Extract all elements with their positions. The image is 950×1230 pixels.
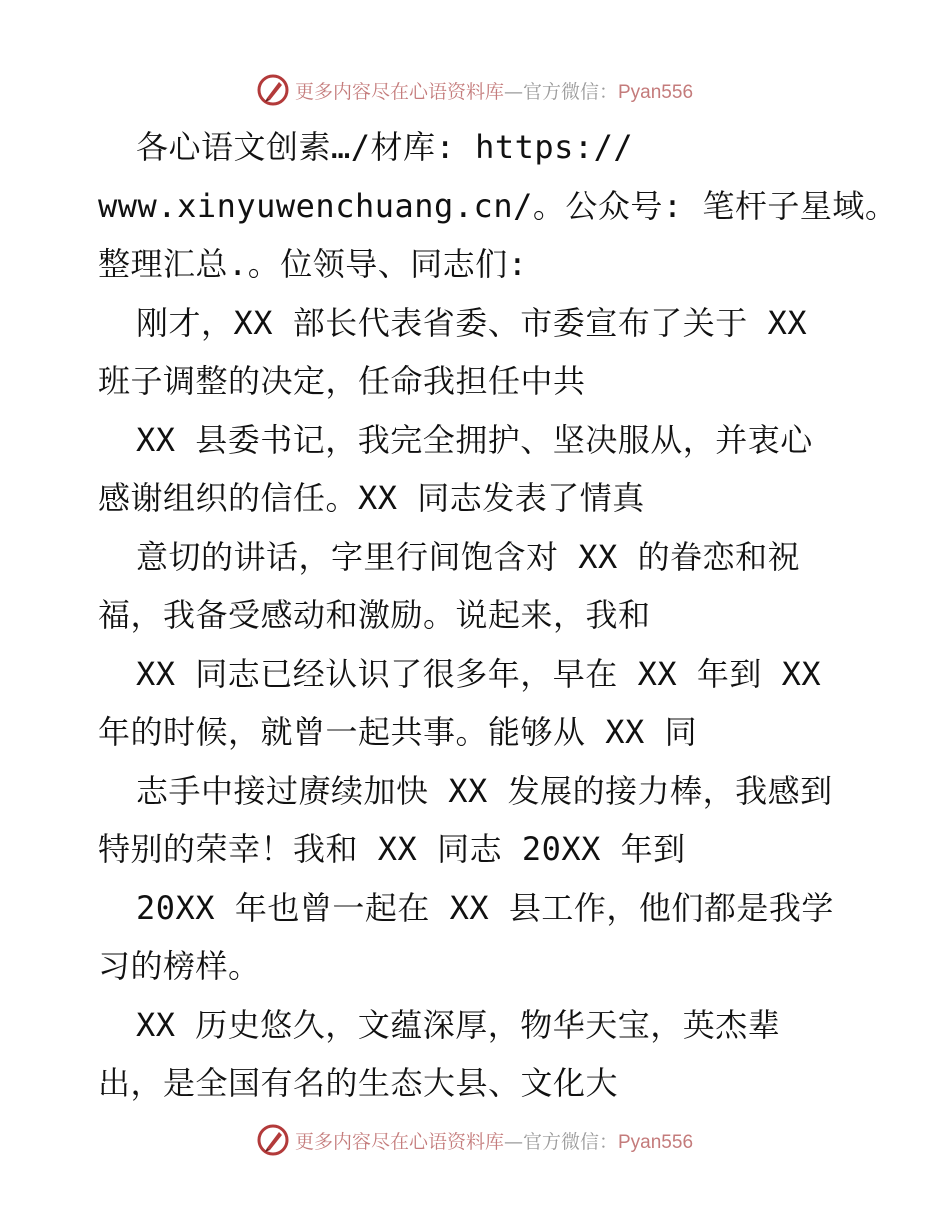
- text-line: XX 同志已经认识了很多年，早在 XX 年到 XX: [136, 654, 822, 693]
- header-banner: [0, 70, 950, 110]
- header-banner-part2: —官方微信：: [503, 80, 618, 103]
- text-line: 各心语文创素…/材库: https://: [136, 128, 634, 166]
- text-line: 习的榜样。: [98, 947, 261, 985]
- document-body: [98, 118, 898, 1113]
- text-line: 年的时候，就曾一起共事。能够从 XX 同: [98, 713, 698, 751]
- text-line: www.xinyuwenchuang.cn/。公众号: 笔杆子星域。: [98, 186, 898, 225]
- footer-banner-text: [295, 1127, 693, 1154]
- text-line: 特别的荣幸！我和 XX 同志 20XX 年到: [98, 830, 686, 868]
- text-line: 福，我备受感动和激励。说起来，我和: [98, 596, 651, 634]
- text-line: 出，是全国有名的生态大县、文化大: [98, 1064, 619, 1102]
- footer-banner-part3: Pyan556: [618, 1131, 694, 1153]
- header-banner-text: [295, 77, 693, 104]
- text-line: 意切的讲话，字里行间饱含对 XX 的眷恋和祝: [136, 537, 801, 576]
- text-line: XX 历史悠久，文蕴深厚，物华天宝，英杰辈: [136, 1005, 781, 1044]
- pen-logo-icon: [257, 74, 289, 106]
- text-line: 刚才，XX 部长代表省委、市委宣布了关于 XX: [136, 303, 808, 342]
- text-line: 整理汇总.。位领导、同志们:: [98, 245, 528, 283]
- text-line: XX 县委书记，我完全拥护、坚决服从，并衷心: [136, 420, 813, 459]
- pen-logo-icon: [257, 1124, 289, 1156]
- header-banner-part1: 更多内容尽在心语资料库: [294, 80, 504, 103]
- text-line: 感谢组织的信任。XX 同志发表了情真: [98, 479, 645, 517]
- header-banner-part3: Pyan556: [618, 81, 694, 103]
- footer-banner: [0, 1120, 950, 1160]
- text-line: 志手中接过赓续加快 XX 发展的接力棒，我感到: [136, 771, 833, 810]
- footer-banner-part1: 更多内容尽在心语资料库: [294, 1130, 504, 1153]
- text-line: 20XX 年也曾一起在 XX 县工作，他们都是我学: [136, 888, 834, 927]
- text-line: 班子调整的决定，任命我担任中共: [98, 362, 586, 400]
- footer-banner-part2: —官方微信：: [503, 1130, 618, 1153]
